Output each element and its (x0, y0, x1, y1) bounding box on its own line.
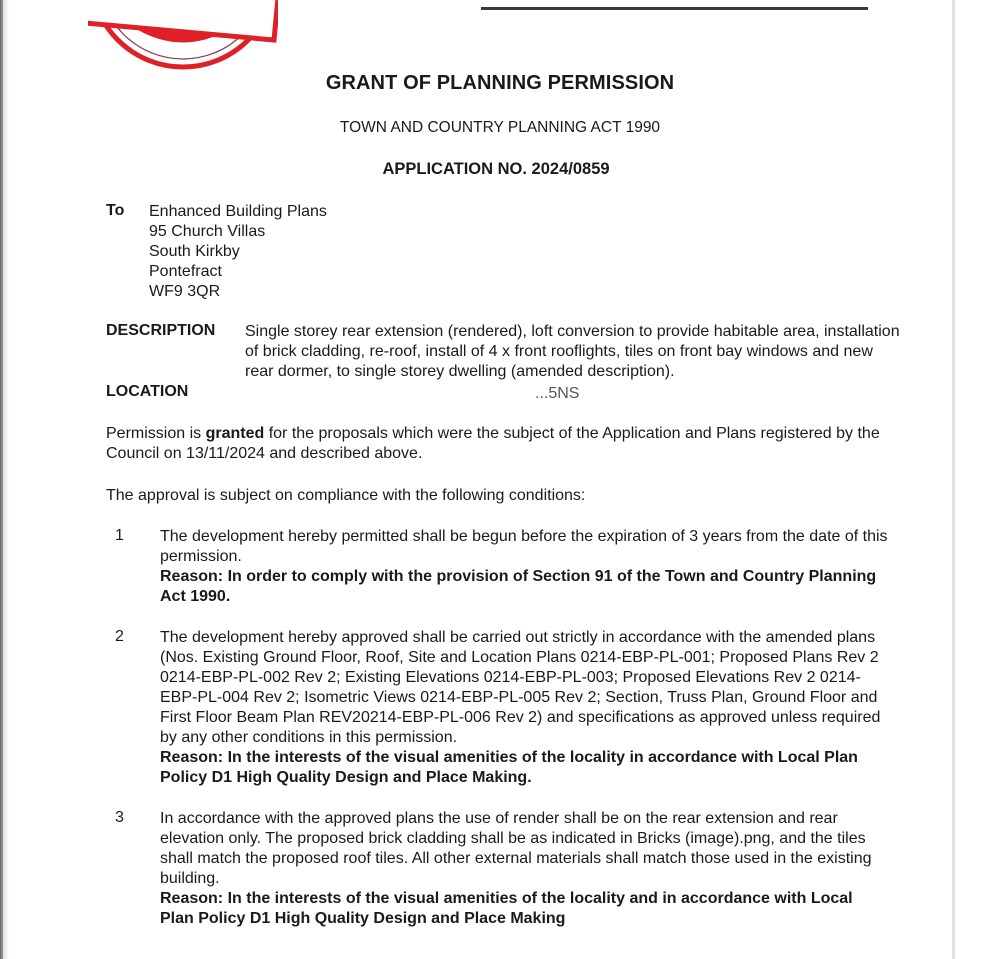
stamp-seal-icon (88, 0, 278, 70)
page-edge-shadow (3, 0, 9, 959)
condition-reason: Reason: In the interests of the visual amenities of the locality and in accordance with Local Plan Policy D1 High Quality Design and Place Making (160, 890, 853, 927)
description-label: DESCRIPTION (106, 322, 216, 339)
address-line: 95 Church Villas (149, 223, 266, 240)
location-label: LOCATION (106, 383, 189, 400)
address-line: WF9 3QR (149, 283, 221, 300)
condition-number: 1 (115, 527, 124, 544)
header-rule (481, 7, 868, 10)
condition-item (160, 527, 890, 607)
page-edge-right (952, 0, 955, 959)
location-text-obscured: ...5NS (535, 385, 580, 402)
condition-reason: Reason: In the interests of the visual amenities of the locality in accordance with Local Plan Policy D1 High Quality Design and Place Making. (160, 749, 858, 786)
conditions-intro: The approval is subject on compliance with the following conditions: (106, 487, 586, 504)
condition-item (160, 628, 890, 788)
condition-number: 3 (115, 809, 124, 826)
address-line: South Kirkby (149, 243, 240, 260)
description-text: Single storey rear extension (rendered), loft conversion to provide habitable area, installation of brick cladding, re-roof, install of 4 x front rooflights, tiles on front bay windows and new rear dormer, to single storey dwelling (amended description). (245, 323, 900, 380)
condition-text: In accordance with the approved plans the use of render shall be on the rear extension and rear elevation only. The proposed brick cladding shall be as indicated in Bricks (image).png, and the tiles shall match the proposed roof tiles. All other external materials shall match those used in the existing building. (160, 810, 872, 887)
address-line: Pontefract (149, 263, 222, 280)
document-title: GRANT OF PLANNING PERMISSION (325, 72, 675, 94)
condition-text: The development hereby permitted shall be begun before the expiration of 3 years from the date of this permission. (160, 528, 888, 565)
condition-item (160, 809, 890, 929)
cropped-header-text (481, 0, 868, 4)
condition-number: 2 (115, 628, 124, 645)
address-line: Enhanced Building Plans (149, 203, 327, 220)
building-plans-stamp (88, 0, 278, 70)
application-number: APPLICATION NO. 2024/0859 (382, 160, 610, 178)
recipient-address (149, 202, 327, 302)
condition-text: The development hereby approved shall be carried out strictly in accordance with the amended plans (Nos. Existing Ground Floor, Roof, Site and Location Plans 0214-EBP-PL-001; Proposed Plans Rev 2 0214-EBP-PL-002 Rev 2; Existing Elevations 0214-EBP-PL-003; Proposed Elevations Rev 2 0214-EBP-PL-004 Rev 2; Isometric Views 0214-EBP-PL-005 Rev 2; Section, Truss Plan, Ground Floor and First Floor Beam Plan REV20214-EBP-PL-006 Rev 2) and specifications as approved unless required by any other conditions in this permission. (160, 629, 881, 746)
permission-statement: Permission is granted for the proposals which were the subject of the Application and Plans registered by the Council on 13/11/2024 and described above. (106, 425, 880, 462)
granted-emphasis: granted (205, 425, 265, 442)
act-subtitle: TOWN AND COUNTRY PLANNING ACT 1990 (339, 119, 661, 136)
condition-reason: Reason: In order to comply with the provision of Section 91 of the Town and Country Planning Act 1990. (160, 568, 877, 605)
recipient-label: To (106, 202, 125, 219)
